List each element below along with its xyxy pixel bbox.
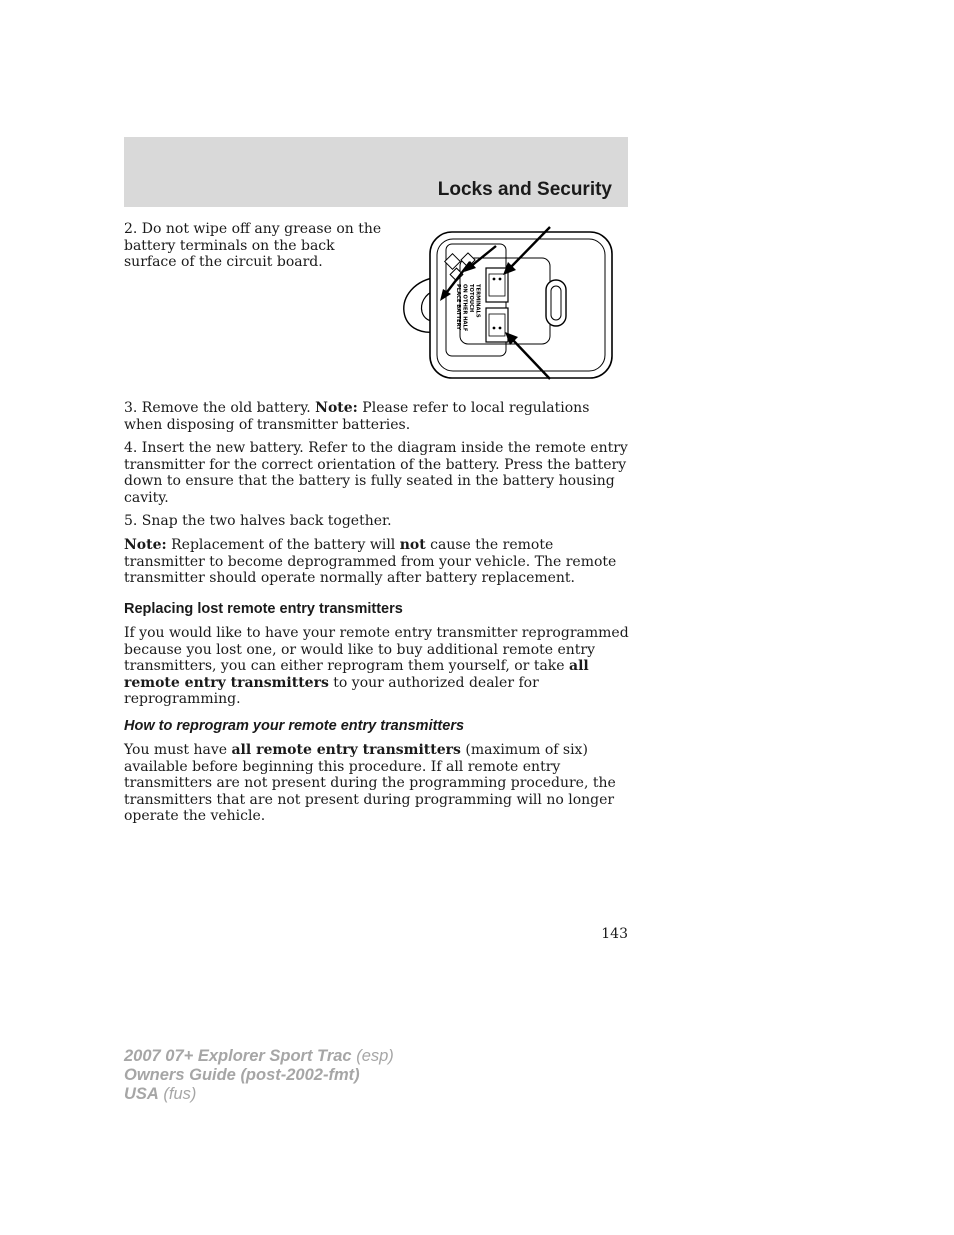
step-2-text: 2. Do not wipe off any grease on the battery terminals on the back surface of the circuit board. — [124, 221, 382, 271]
footer-line-3: USA (fus) — [124, 1085, 197, 1103]
replacing-lost-text: If you would like to have your remote entry transmitter reprogrammed because you lost one, or would like to buy additional remote entry transmitters, you can either reprogram them yourself, or take all remote entry transmitters to your authorized dealer for reprogramming. — [124, 625, 629, 708]
reprogram-text: You must have all remote entry transmitters (maximum of six) available before beginning this procedure. If all remote entry transmitters are not present during the programming procedure, the transmitters that are not present during programming will no longer operate the vehicle. — [124, 742, 616, 825]
page-number: 143 — [601, 926, 628, 942]
step-3-text: 3. Remove the old battery. Note: Please refer to local regulations when disposing of transmitter batteries. — [124, 400, 590, 433]
diagram-label-line-4: TERMINALS — [474, 284, 481, 318]
diagram-label-line-3: TOTOUCH — [468, 284, 474, 313]
transmitter-illustration — [400, 222, 616, 384]
footer-line-1: 2007 07+ Explorer Sport Trac (esp) — [124, 1047, 394, 1065]
section-heading-replacing-lost: Replacing lost remote entry transmitters — [124, 601, 403, 617]
section-title: Locks and Security — [437, 179, 612, 200]
battery-note: Note: Replacement of the battery will not cause the remote transmitter to become deprogrammed from your vehicle. The remote transmitter should operate normally after battery replacement. — [124, 537, 617, 587]
step-4-text: 4. Insert the new battery. Refer to the diagram inside the remote entry transmitter for the correct orientation of the battery. Press the battery down to ensure that the battery is fully seated in the battery housing cavity. — [124, 440, 628, 506]
note-label: Note: — [124, 537, 167, 553]
document-footer — [124, 1047, 394, 1104]
note-label: Note: — [315, 400, 358, 416]
section-heading-reprogram: How to reprogram your remote entry transmitters — [124, 718, 465, 734]
step-5-text: 5. Snap the two halves back together. — [124, 513, 392, 529]
diagram-label-line-1: PLACE BATTERY — [455, 284, 461, 331]
section-header-bar — [124, 137, 628, 207]
diagram-label-line-2: ON OTHER HALF — [461, 284, 468, 332]
footer-line-2: Owners Guide (post-2002-fmt) — [124, 1066, 360, 1084]
transmitter-battery-diagram — [400, 222, 616, 384]
